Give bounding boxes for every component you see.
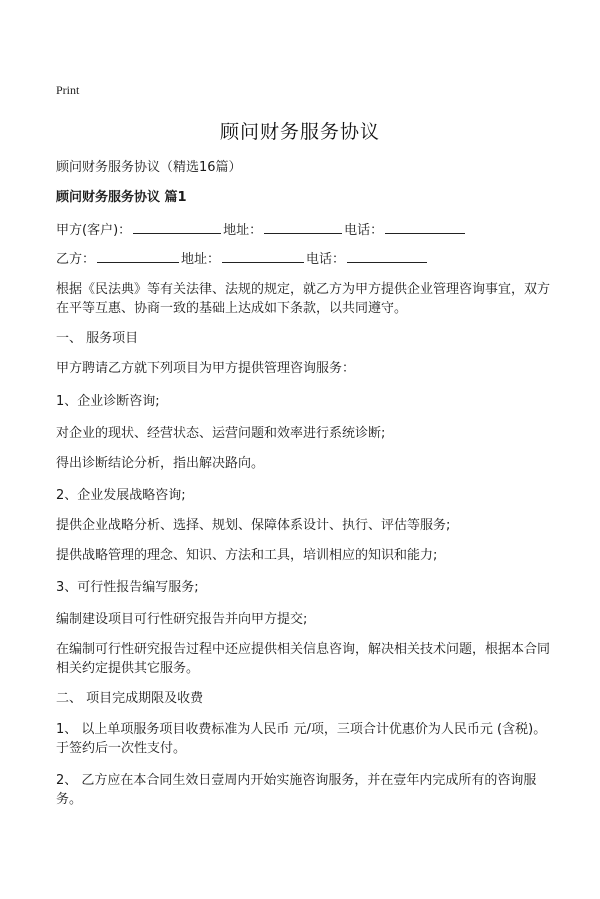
- paragraph: 提供企业战略分析、选择、规划、保障体系设计、执行、评估等服务;: [56, 518, 451, 533]
- paragraph: 根据《民法典》等有关法律、法规的规定，就乙方为甲方提供企业管理咨询事宜，双方在平等互惠、协商一致的基础上达成如下条款，以共同遵守。: [56, 282, 551, 316]
- print-label[interactable]: Print: [56, 83, 80, 97]
- paragraph: 甲方聘请乙方就下列项目为甲方提供管理咨询服务：: [56, 361, 356, 376]
- paragraph: 1、企业诊断咨询;: [56, 394, 160, 409]
- party-a-address-label: 地址：: [223, 223, 263, 238]
- party-b-address-label: 地址：: [181, 252, 221, 267]
- party-a-address-blank: [264, 219, 342, 234]
- paragraph: 对企业的现状、经营状态、运营问题和效率进行系统诊断;: [56, 426, 386, 441]
- paragraph: 1、 以上单项服务项目收费标准为人民币 元/项，三项合计优惠价为人民币元 (含税)。于签约后一次性支付。: [56, 722, 547, 756]
- paragraph: 二、 项目完成期限及收费: [56, 691, 204, 706]
- section-heading: 顾问财务服务协议 篇1: [56, 190, 187, 205]
- paragraph: 提供战略管理的理念、知识、方法和工具，培训相应的知识和能力;: [56, 548, 438, 563]
- party-b-phone-label: 电话：: [306, 252, 346, 267]
- paragraph: 2、 乙方应在本合同生效日壹周内开始实施咨询服务，并在壹年内完成所有的咨询服务。: [56, 773, 537, 807]
- party-a-name-blank: [133, 219, 221, 234]
- document-title: 顾问财务服务协议: [219, 121, 380, 143]
- paragraph: 在编制可行性研究报告过程中还应提供相关信息咨询，解决相关技术问题，根据本合同相关约定提供其它服务。: [56, 642, 551, 676]
- party-b-label: 乙方：: [56, 252, 96, 267]
- party-b-line: [56, 248, 429, 267]
- paragraph: 3、可行性报告编写服务;: [56, 580, 199, 595]
- paragraph: 一、 服务项目: [56, 331, 139, 346]
- document-subtitle: 顾问财务服务协议（精选16篇）: [56, 160, 242, 175]
- paragraph: 2、企业发展战略咨询;: [56, 488, 186, 503]
- paragraph: 编制建设项目可行性研究报告并向甲方提交;: [56, 612, 308, 627]
- party-a-phone-label: 电话：: [344, 223, 384, 238]
- party-a-line: [56, 219, 467, 238]
- party-b-phone-blank: [347, 248, 427, 263]
- party-a-phone-blank: [385, 219, 465, 234]
- party-a-label: 甲方(客户)：: [56, 223, 132, 238]
- paragraph: 得出诊断结论分析，指出解决路向。: [56, 456, 265, 471]
- party-b-name-blank: [97, 248, 179, 263]
- party-b-address-blank: [222, 248, 304, 263]
